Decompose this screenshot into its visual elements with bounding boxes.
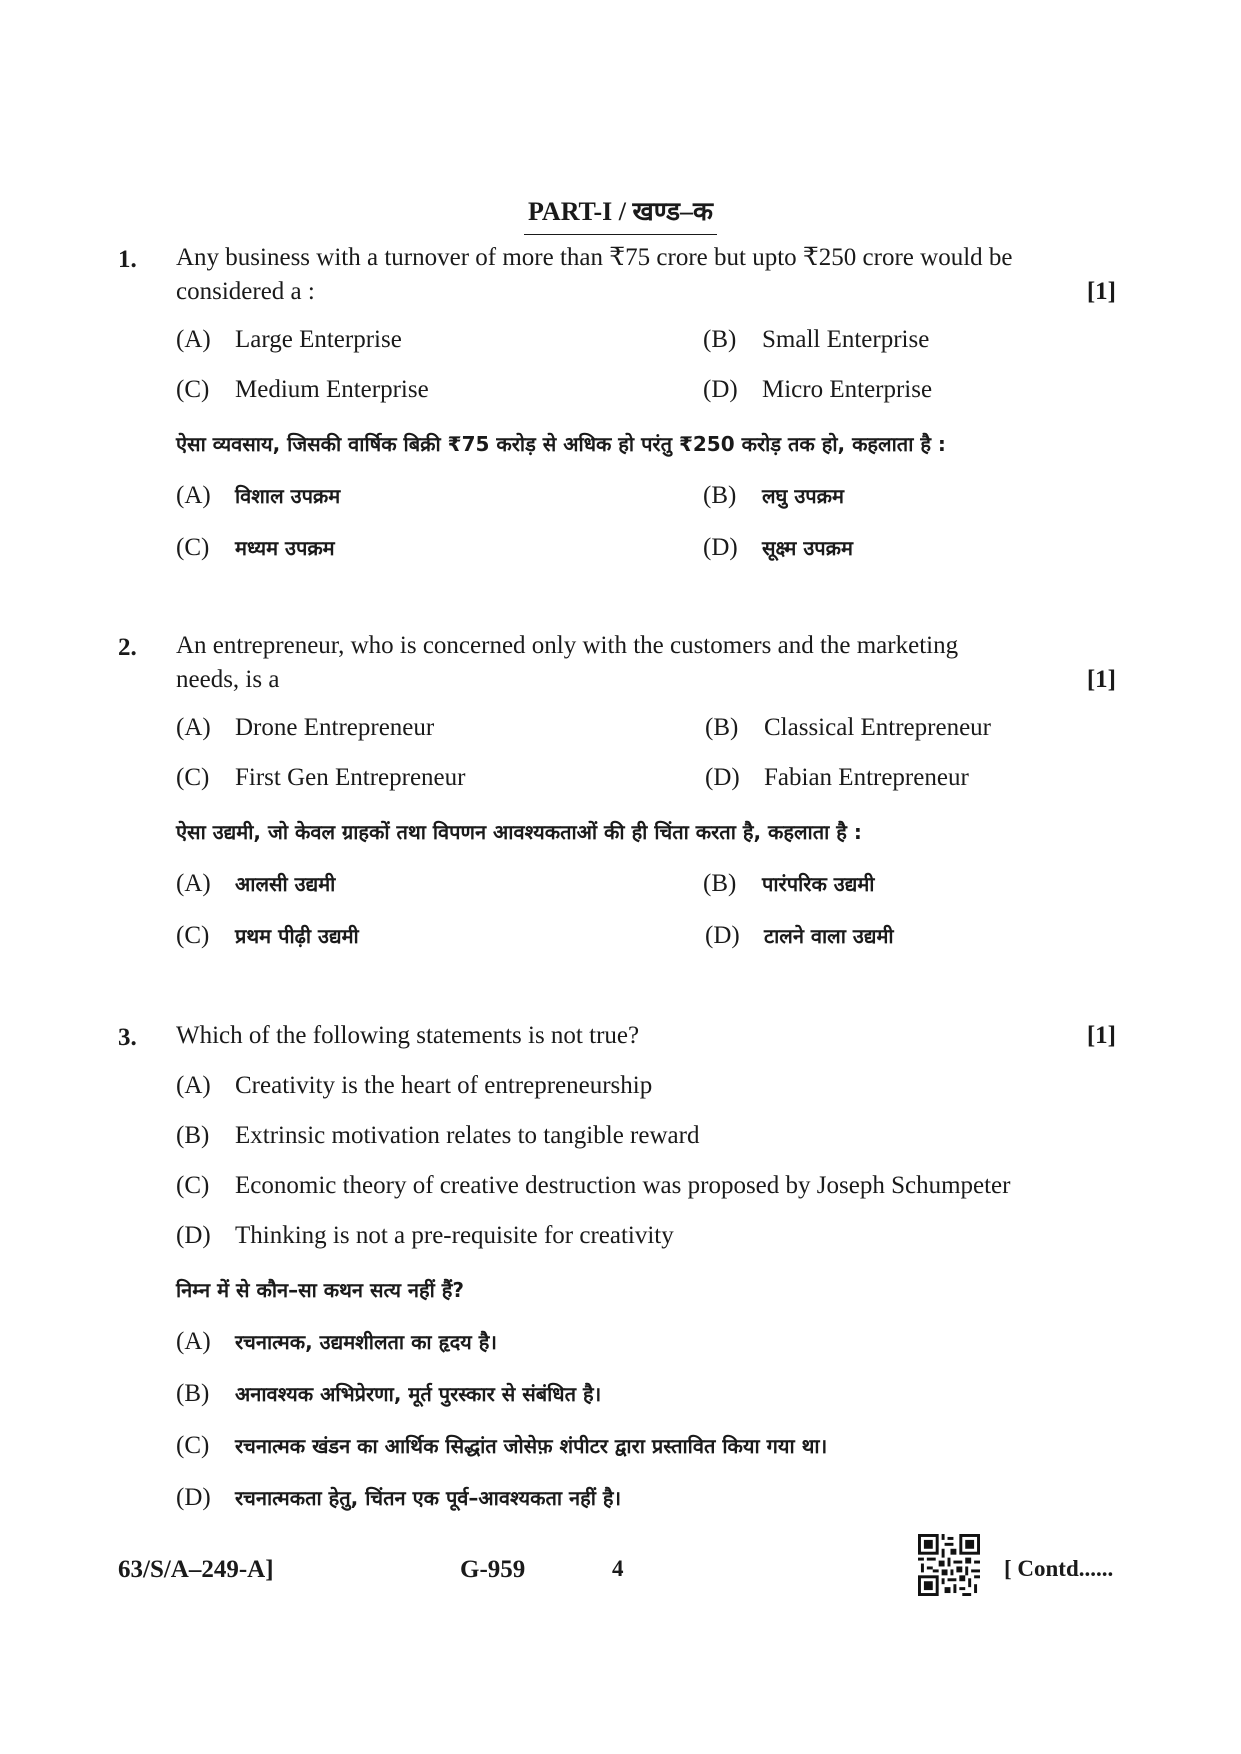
hindi-option-a: (A) आलसी उद्यमी [176, 870, 336, 897]
option-b: (B) Small Enterprise [703, 326, 930, 353]
page-number: 4 [612, 1556, 624, 1581]
hindi-option-b: (B) लघु उपक्रम [703, 482, 844, 509]
hindi-option-c: (C) प्रथम पीढ़ी उद्यमी [176, 922, 359, 949]
option-a: (A) Large Enterprise [176, 326, 402, 353]
option-c: (C) Economic theory of creative destruction was proposed by Joseph Schumpeter [176, 1172, 1011, 1199]
question-stem-line1: Which of the following statements is not true? [176, 1022, 640, 1049]
option-c: (C) Medium Enterprise [176, 376, 429, 403]
hindi-stem: ऐसा उद्यमी, जो केवल ग्राहकों तथा विपणन आवश्यकताओं की ही चिंता करता है, कहलाता है : [176, 820, 862, 844]
question-number: 1. [118, 246, 137, 273]
option-d: (D) Fabian Entrepreneur [705, 764, 969, 791]
hindi-option-b: (B) पारंपरिक उद्यमी [703, 870, 875, 897]
option-b: (B) Classical Entrepreneur [705, 714, 991, 741]
hindi-option-d: (D) रचनात्मकता हेतु, चिंतन एक पूर्व–आवश्यकता नहीं है। [176, 1484, 622, 1511]
hindi-stem: ऐसा व्यवसाय, जिसकी वार्षिक बिक्री ₹75 करोड़ से अधिक हो परंतु ₹250 करोड़ तक हो, कहलाता है : [176, 432, 946, 456]
option-d: (D) Micro Enterprise [703, 376, 933, 403]
option-a: (A) Creativity is the heart of entrepreneurship [176, 1072, 653, 1099]
option-a: (A) Drone Entrepreneur [176, 714, 435, 741]
hindi-option-d: (D) सूक्ष्म उपक्रम [703, 534, 853, 561]
hindi-option-d: (D) टालने वाला उद्यमी [705, 922, 894, 949]
option-c: (C) First Gen Entrepreneur [176, 764, 466, 791]
part-title: PART-I / खण्ड–क [524, 192, 717, 235]
question-stem-line1: Any business with a turnover of more than ₹75 crore but upto ₹250 crore would be [176, 244, 1013, 271]
hindi-option-c: (C) मध्यम उपक्रम [176, 534, 335, 561]
hindi-stem: निम्न में से कौन–सा कथन सत्य नहीं हैं? [176, 1278, 464, 1302]
option-b: (B) Extrinsic motivation relates to tangible reward [176, 1122, 700, 1149]
page-heading [0, 192, 1241, 235]
question-stem-line2: considered a : [176, 278, 315, 305]
marks: [1] [1086, 666, 1116, 693]
hindi-option-c: (C) रचनात्मक खंडन का आर्थिक सिद्धांत जोसेफ़ शंपीटर द्वारा प्रस्तावित किया गया था। [176, 1432, 828, 1459]
hindi-option-b: (B) अनावश्यक अभिप्रेरणा, मूर्त पुरस्कार से संबंधित है। [176, 1380, 602, 1407]
marks: [1] [1086, 278, 1116, 305]
paper-code: 63/S/A–249-A] [118, 1556, 274, 1583]
question-number: 3. [118, 1024, 137, 1051]
question-number: 2. [118, 634, 137, 661]
series-code: G-959 [460, 1556, 526, 1583]
hindi-option-a: (A) रचनात्मक, उद्यमशीलता का हृदय है। [176, 1328, 497, 1355]
continued-label: [ Contd...... [1004, 1556, 1114, 1581]
marks: [1] [1086, 1022, 1116, 1049]
hindi-option-a: (A) विशाल उपक्रम [176, 482, 341, 509]
option-d: (D) Thinking is not a pre-requisite for creativity [176, 1222, 674, 1249]
question-stem-line1: An entrepreneur, who is concerned only with the customers and the marketing [176, 632, 959, 659]
qr-code-icon [918, 1534, 980, 1596]
question-stem-line2: needs, is a [176, 666, 280, 693]
